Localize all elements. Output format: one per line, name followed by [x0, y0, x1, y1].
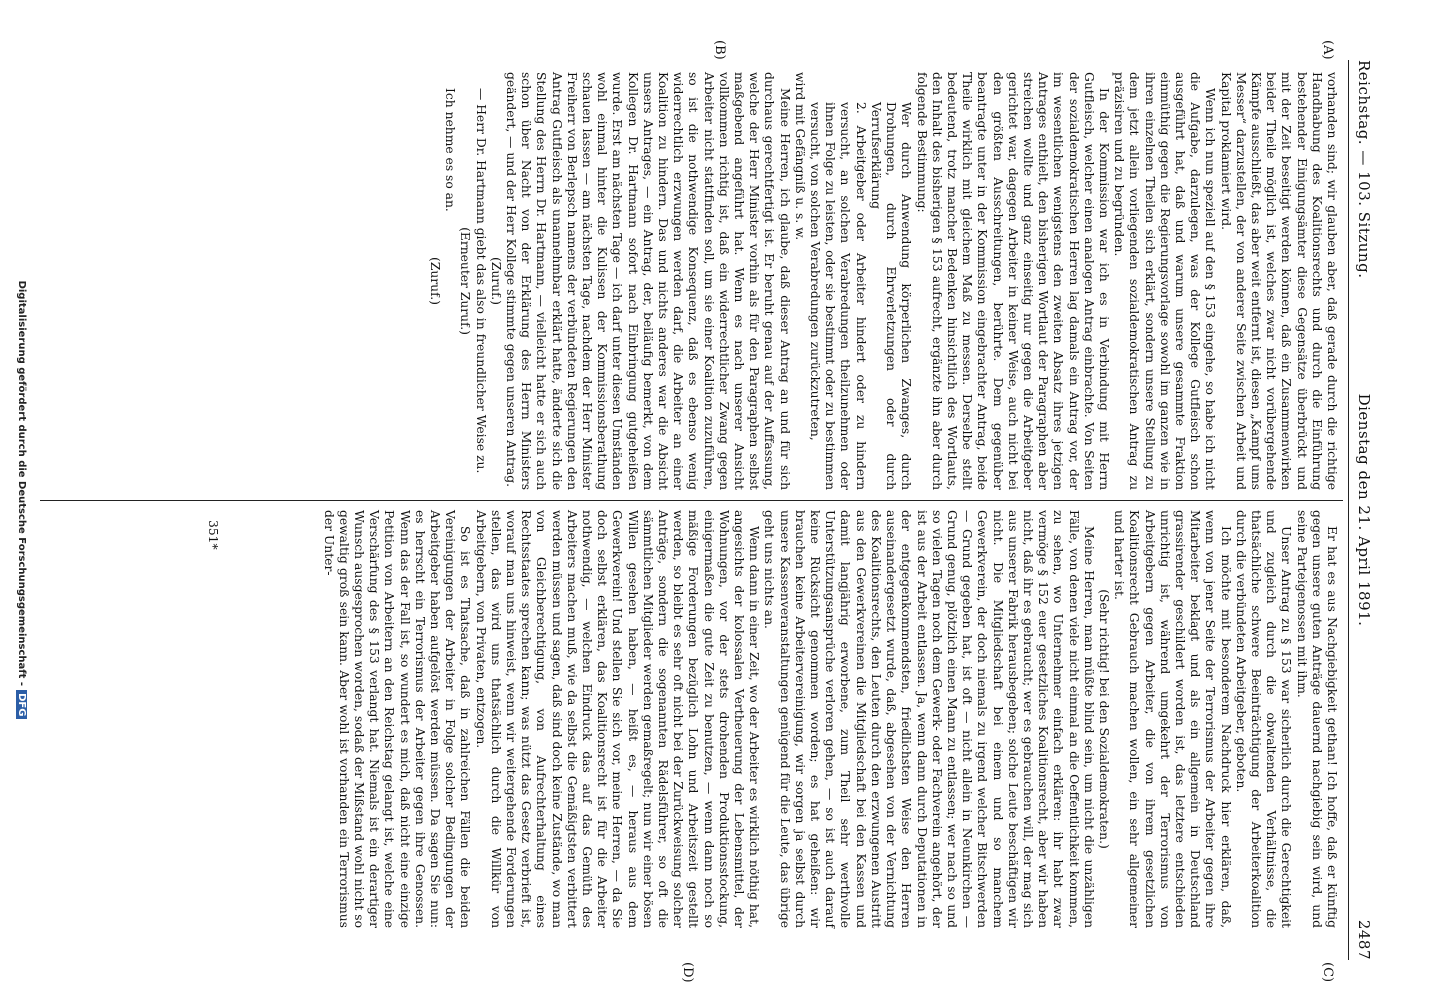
paragraph: In der Kommission war ich es in Verbindung mit Herrn Gutfleisch, welcher einen analogen Antrag einbrachte. Von Seiten der sozialdemokratischen Herren lag damals ein Antrag vor, der im wesentlichen wenigstens den zweiten Absatz ihres jetzigen Antrages enthielt, den bisherigen Wortlaut der Paragraphen aber streichen wollte und ganz einseitig nur gegen die Arbeitgeber gerichtet war, dagegen Arbeiter in keiner Weise, auch nicht bei den größten Ausschreitungen, berührte. Dem gegenüber beantragte unter in der Kommission eingebrachter Antrag, beide Theile wirklich mit gleichem Maß zu messen. Derselbe stellt bedeutend, trotz mancher Bedenken hinsichtlich des Wortlauts, den Inhalt des bisherigen § 153 aufrecht, ergänzte ihn aber durch folgende Bestimmung:	[914, 72, 1111, 490]
margin-marker-c: (C)	[1320, 962, 1335, 983]
credit-text: Digitalisierung gefördert durch die Deutsche Forschungsgemeinschaft -	[16, 280, 27, 687]
paragraph: Wenn dann in einer Zeit, wo der Arbeiter es wirklich nöthig hat, angesichts der kolossalen Vertheuerung der Lebensmittel, der Wohnungen, vor der stets drohenden Produktionsstockung, einigermaßen die gute Zeit zu benutzen, — wenn dann noch so mäßige Forderungen bezüglich Lohn und Arbeitszeit gestellt werden, so bleibt es sehr oft nicht bei der Zurückweisung solcher Anträge, sondern die sogenannten Rädelsführer, so oft die sämmtlichen Mitglieder werden gemaßregelt; nun wir einer bösen Willen gesehen haben, — heißt es, — heraus aus dem Gewerkverein! Und stellen Sie sich vor, meine Herren, — da Sie doch selbst erklären, das Koalitionsrecht ist für die Arbeiter nothwendig, — welchen Eindruck das auf das Gemüth des Arbeiters machen muß, wie da selbst die Gemäßigtsten verbittert werden müssen und sagen, daß sind doch keine Zustände, wo man von Gleichberechtigung, von Aufrechterhaltung eines Rechtsstaates sprechen kann; was nützt das Gesetz verbrieft ist, worauf man uns hinweist, wenn wir weitergehende Forderungen stellen, das wird uns thatsächlich durch die Willkür von Arbeitgebern, von Privaten, entzogen.	[473, 510, 762, 928]
header-page-number: 2487	[1355, 919, 1373, 960]
paragraph: vorhanden sind; wir glauben aber, daß gerade durch die richtige Handhabung des Koalitionsrechts und durch die Einführung bestehender Einigungsämter diese Gegensätze überbrückt und mit der Zeit beseitigt werden können, daß ein Zusammenwirken beider Theile möglich ist, welches zwar nicht vorübergehende Kämpfe ausschließt, das aber weit entfernt ist, diesen „Kampf ums Messer“ darzustellen, der von anderer Seite zwischen Arbeit und Kapital proklamiert wird.	[1218, 72, 1339, 490]
interjection: (Zuruf.)	[488, 257, 503, 305]
paragraph: — Herr Dr. Hartmann giebt das also in freundlicher Weise zu.	[473, 88, 488, 474]
paragraph: Unser Antrag zu § 153 war sicherlich durch die Gerechtigkeit und zugleich durch die obwaltenden Verhältnisse, die thatsächliche schwere Beeinträchtigung der Arbeiterkoalition durch die verbündeten Arbeitgeber, geboten.	[1233, 510, 1294, 928]
paragraph: Meine Herren, man müßte blind sein, um nicht die unzähligen Fälle, von denen viele nicht einmal an die Oeffentlichkeit kommen, zu sehen, wo Unternehmer einfach erklären: ihr habt zwar vermöge § 152 euer gesetzliches Koalitionsrecht, aber wir haben nicht, daß ihr es gebraucht; wer es gebrauchen will, der mag sich aus unserer Fabrik herausbegeben; solche Leute beschäftigen wir nicht. Die Mitgliedschaft bei einem und so manchem Gewerkverein, der doch niemals zu irgend welcher Bitschwerden — Grund gegeben hat, ist oft — nicht allein in Neunkirchen — Grund genug, plötzlich einen Mann zu entlassen; wer nach so und so vielen Tagen noch dem Gewerk- oder Fachverein angehört, der ist aus der Arbeit entlassen. Ja, wenn dann durch Deputationen in der entgegenkommendsten, friedlichsten Weise den Herren auseinandergesetzt wurde, daß, abgesehen von der Vernichtung des Koalitionsrechts, den Leuten durch den erzwungenen Austritt aus den Gewerkvereinen die Mitgliedschaft bei den Kassen und damit langjährig erworbene, zum Theil sehr werthvolle Unterstützungsansprüche verloren gehen, — so ist auch darauf keine Rücksicht genommen worden; es hat geheißen: wir brauchen keine Arbeitervereinigung, wir sorgen ja selbst durch unsere Kassenveranstaltungen genügend für die Leute, das übrige geht uns nichts an.	[762, 510, 1096, 928]
margin-marker-d: (D)	[680, 962, 695, 983]
paragraph: Meine Herren, ich glaube, daß dieser Antrag an und für sich durchaus gerechtfertigt ist. Er beruht genau auf der Auffassung, welche der Herr Minister vorhin als für den Paragraphen selbst maßgebend angeführt hat. Wenn es nach unserer Ansicht vollkommen richtig ist, daß ein widerrechtlicher Zwang gegen Arbeiter nicht stattfinden soll, um sie einer Koalition zuzuführen, so ist die nothwendige Konsequenz, daß es ebenso wenig widerrechtlich erzwungen werden darf, die Arbeiter an einer Koalition zu hindern. Das und nichts anderes war die Absicht unsers Antrages, — ein Antrag, der, beiläufig bemerkt, von dem Kollegen Dr. Hartmann sofort nach Einbringung gutgeheißen wurde. Erst am nächsten Tage — ich darf unter diesen Umständen wohl einmal hinter die Kulissen der Kommissionsberathung schauen lassen — am nächsten Tage, nachdem der Herr Minister Freiherr von Berlepsch namens der verbündeten Regierungen den Antrag Gutfleisch als unannehmbar erklärt hatte, änderte sich die Stellung des Herrn Dr. Hartmann, — vielleicht hatte er sich auch schon über Nacht von der Erklärung des Herrn Ministers geändert, — und der Herr Kollege stimmte gegen unseren Antrag.	[504, 72, 792, 490]
column-divider	[40, 500, 1343, 501]
interjection: (Sehr richtig! bei den Sozialdemokraten.)	[1096, 589, 1111, 849]
margin-marker-a: (A)	[1320, 40, 1335, 60]
header-rule	[1348, 60, 1349, 960]
dfg-logo: DFG	[16, 690, 27, 719]
paragraph: Wenn ich nun speziell auf den § 153 eingehe, so habe ich nicht die Aufgabe, darzulegen, was der Kollege Gutfleisch schon ausgeführt hat, daß und warum unsere gesammte Fraktion einmüthig gegen die Regierungsvorlage sowohl im ganzen wie in ihren einzelnen Theilen sich erklärt, sondern unsere Stellung zu dem jetzt allein vorliegenden sozialdemokratischen Antrag zu präzisiren und zu begründen.	[1112, 72, 1218, 490]
left-text-column	[427, 72, 1339, 490]
interjection: (Erneuter Zuruf.)	[458, 227, 473, 335]
quoted-provision: Wer durch Anwendung körperlichen Zwanges, durch Drohungen, durch Ehrverletzungen oder durch Verrufserklärung	[868, 102, 914, 490]
quoted-provision: 2. Arbeitgeber oder Arbeiter hindert oder zu hindern versucht, an solchen Verabredungen theilzunehmen oder ihnen Folge zu leisten, oder sie bestimmt oder zu bestimmen versucht, von solchen Verabredungen zurückzutreten,	[808, 102, 868, 490]
header-date: Dienstag den 21. April 1891.	[1355, 393, 1373, 627]
paragraph: So ist es Thatsache, daß in zahlreichen Fällen die beiden Vereinigungen der Arbeiter in Folge solcher Bedingungen der Arbeitgeber haben aufgelöst werden müssen. Da sagen Sie nun: es herrscht ein Terrorismus der Arbeiter gegen ihre Genossen. Wenn das der Fall ist, so wundert es mich, daß nicht eine einzige Petition von Arbeitern an den Reichstag gelangt ist, welche eine Verschärfung des § 153 verlangt hat. Niemals ist ein derartiger Wunsch ausgesprochen worden, sodaß der Mißstand wohl nicht so gewaltig groß sein kann. Aber wohl ist vorhanden ein Terrorismus der Unter-	[321, 510, 473, 928]
interjection: (Zuruf.)	[428, 257, 443, 305]
footer-page-marker: 351*	[206, 520, 220, 550]
right-text-column	[320, 510, 1339, 928]
digitization-credit	[16, 0, 27, 1000]
paragraph: Er hat es aus Nachgiebigkeit gethan! Ich hoffe, daß er künftig gegen unsere guten Anträge dauernd nachgiebig sein wird, und seine Parteigenossen mit ihm.	[1294, 510, 1339, 928]
paragraph: Ich nehme es so an.	[443, 88, 458, 212]
paragraph: Ich möchte mit besonderem Nachdruck hier erklären, daß, wenn von jener Seite der Terrorismus der Arbeiter gegen ihre Mitarbeiter beklagt und als ein allgemein in Deutschland grassirender geschildert worden ist, das letztere entschieden unrichtig ist, während umgekehrt der Terrorismus von Arbeitgebern gegen Arbeiter, die von ihrem gesetzlichen Koalitionsrecht Gebrauch machen wollen, ein sehr allgemeiner und harter ist.	[1112, 510, 1233, 928]
margin-marker-b: (B)	[712, 40, 727, 60]
paragraph: wird mit Gefängniß u. s. w.	[792, 72, 807, 241]
header-title: Reichstag. — 103. Sitzung.	[1355, 60, 1373, 279]
page-header	[1351, 60, 1377, 960]
